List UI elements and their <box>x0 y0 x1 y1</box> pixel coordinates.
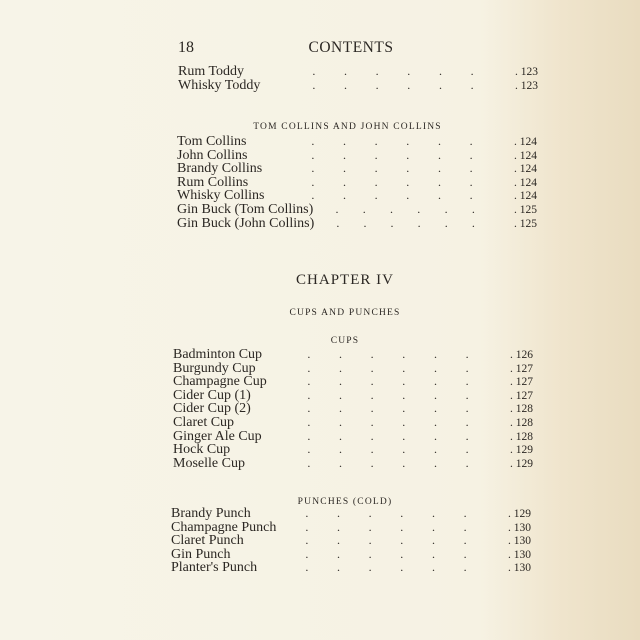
toc-entry <box>171 534 531 548</box>
dot-leader <box>314 217 493 231</box>
leader-dot: . <box>400 519 404 534</box>
entry-title: Gin Buck (Tom Collins) <box>177 201 314 217</box>
dot-leader <box>287 162 493 176</box>
leader-dot: . <box>407 64 411 78</box>
entry-title: Claret Cup <box>173 414 235 430</box>
entry-page-number: . 130 <box>508 548 531 561</box>
dot-leader <box>283 457 489 471</box>
leader-dot: . <box>465 347 469 361</box>
entry-page-number: . 124 <box>514 190 537 203</box>
leader-dot: . <box>307 428 311 443</box>
entry-page-number: . 129 <box>508 508 531 520</box>
section-heading-cups: CUPS <box>330 336 360 346</box>
running-title: CONTENTS <box>308 39 394 56</box>
leader-dot: . <box>402 360 406 375</box>
toc-list-collins <box>177 135 537 230</box>
toc-entry <box>173 416 533 430</box>
leader-dot: . <box>368 560 372 575</box>
dot-leader <box>281 561 487 575</box>
section-heading-punches: PUNCHES (COLD) <box>297 497 393 507</box>
leader-dot: . <box>406 174 410 189</box>
leader-dot: . <box>465 360 469 375</box>
leader-dot: . <box>402 387 406 402</box>
entry-page-number: . 125 <box>514 217 537 230</box>
leader-dot: . <box>465 428 469 443</box>
leader-dot: . <box>338 414 342 429</box>
leader-dot: . <box>307 442 311 457</box>
entry-title: Claret Punch <box>171 533 244 549</box>
leader-dot: . <box>463 546 467 561</box>
leader-dot: . <box>370 374 374 389</box>
entry-page-number: . 128 <box>510 403 533 416</box>
dot-leader <box>281 521 487 535</box>
leader-dot: . <box>471 201 475 216</box>
entry-title: Brandy Collins <box>177 161 263 177</box>
entry-page-number: . 128 <box>510 416 533 429</box>
leader-dot: . <box>336 506 340 520</box>
leader-dot: . <box>370 360 374 375</box>
toc-entry <box>173 402 533 416</box>
leader-dot: . <box>465 414 469 429</box>
entry-title: Champagne Cup <box>173 374 267 390</box>
leader-dot: . <box>433 387 437 402</box>
dot-leader <box>287 176 493 190</box>
dot-leader <box>288 65 494 79</box>
leader-dot: . <box>406 188 410 203</box>
leader-dot: . <box>336 215 340 230</box>
toc-entry <box>177 176 537 190</box>
entry-page-number: . 124 <box>514 163 537 176</box>
entry-title: Rum Toddy <box>178 64 245 79</box>
leader-dot: . <box>406 161 410 176</box>
leader-dot: . <box>336 533 340 548</box>
leader-dot: . <box>305 519 309 534</box>
leader-dot: . <box>307 347 311 361</box>
entry-page-number: . 127 <box>510 362 533 375</box>
leader-dot: . <box>406 147 410 162</box>
leader-dot: . <box>342 134 346 148</box>
dot-leader <box>283 443 489 457</box>
entry-page-number: . 125 <box>514 203 537 216</box>
leader-dot: . <box>311 174 315 189</box>
leader-dot: . <box>305 506 309 520</box>
chapter-title: CUPS AND PUNCHES <box>289 308 401 318</box>
leader-dot: . <box>433 414 437 429</box>
entry-title: Badminton Cup <box>173 347 263 362</box>
leader-dot: . <box>375 77 379 92</box>
leader-dot: . <box>402 401 406 416</box>
leader-dot: . <box>417 201 421 216</box>
toc-list-punches <box>171 507 531 575</box>
entry-title: Gin Buck (John Collins) <box>177 215 315 231</box>
entry-page-number: . 129 <box>510 444 533 457</box>
leader-dot: . <box>370 414 374 429</box>
dot-leader <box>313 203 493 217</box>
leader-dot: . <box>362 201 366 216</box>
leader-dot: . <box>368 506 372 520</box>
dot-leader <box>283 348 489 362</box>
toc-entry <box>178 79 538 93</box>
leader-dot: . <box>402 455 406 470</box>
leader-dot: . <box>437 147 441 162</box>
entry-title: Ginger Ale Cup <box>173 428 262 444</box>
entry-title: Burgundy Cup <box>173 360 256 376</box>
leader-dot: . <box>374 161 378 176</box>
leader-dot: . <box>437 134 441 148</box>
dot-leader <box>283 430 489 444</box>
entry-title: John Collins <box>177 147 248 163</box>
toc-entry <box>178 65 538 79</box>
dot-leader <box>287 189 493 203</box>
entry-title: Cider Cup (2) <box>173 401 251 417</box>
leader-dot: . <box>431 533 435 548</box>
leader-dot: . <box>375 64 379 78</box>
toc-entry <box>173 430 533 444</box>
dot-leader <box>283 416 489 430</box>
entry-page-number: . 130 <box>508 562 531 575</box>
chapter-label: CHAPTER IV <box>296 272 394 288</box>
leader-dot: . <box>469 161 473 176</box>
leader-dot: . <box>469 188 473 203</box>
entry-page-number: . 123 <box>515 66 538 78</box>
leader-dot: . <box>338 428 342 443</box>
toc-entry <box>177 149 537 163</box>
leader-dot: . <box>433 455 437 470</box>
leader-dot: . <box>463 560 467 575</box>
leader-dot: . <box>433 428 437 443</box>
entry-title: Brandy Punch <box>171 506 251 521</box>
leader-dot: . <box>338 360 342 375</box>
leader-dot: . <box>374 188 378 203</box>
dot-leader <box>281 534 487 548</box>
leader-dot: . <box>368 546 372 561</box>
dot-leader <box>283 389 489 403</box>
entry-title: Rum Collins <box>177 174 249 190</box>
toc-entry <box>177 189 537 203</box>
leader-dot: . <box>463 519 467 534</box>
entry-title: Moselle Cup <box>173 455 245 471</box>
leader-dot: . <box>437 174 441 189</box>
toc-entry <box>171 507 531 521</box>
leader-dot: . <box>335 201 339 216</box>
leader-dot: . <box>465 455 469 470</box>
leader-dot: . <box>402 442 406 457</box>
leader-dot: . <box>431 519 435 534</box>
section-heading-collins: TOM COLLINS AND JOHN COLLINS <box>253 122 442 132</box>
toc-entry <box>173 362 533 376</box>
toc-entry <box>177 162 537 176</box>
leader-dot: . <box>338 442 342 457</box>
leader-dot: . <box>433 347 437 361</box>
leader-dot: . <box>431 560 435 575</box>
entry-page-number: . 130 <box>508 521 531 534</box>
leader-dot: . <box>368 519 372 534</box>
leader-dot: . <box>437 161 441 176</box>
leader-dot: . <box>374 134 378 148</box>
leader-dot: . <box>463 506 467 520</box>
leader-dot: . <box>370 401 374 416</box>
leader-dot: . <box>390 215 394 230</box>
leader-dot: . <box>342 147 346 162</box>
dot-leader <box>283 402 489 416</box>
leader-dot: . <box>438 64 442 78</box>
leader-dot: . <box>438 77 442 92</box>
entry-page-number: . 124 <box>514 149 537 162</box>
entry-title: Whisky Collins <box>177 188 265 204</box>
leader-dot: . <box>400 533 404 548</box>
entry-page-number: . 127 <box>510 376 533 389</box>
leader-dot: . <box>311 147 315 162</box>
entry-title: Champagne Punch <box>171 519 277 535</box>
leader-dot: . <box>338 374 342 389</box>
entry-page-number: . 126 <box>510 349 533 361</box>
leader-dot: . <box>312 77 316 92</box>
toc-list-cups <box>173 348 533 470</box>
leader-dot: . <box>469 174 473 189</box>
entry-title: Tom Collins <box>177 134 247 149</box>
leader-dot: . <box>343 77 347 92</box>
toc-entry <box>177 217 537 231</box>
leader-dot: . <box>305 546 309 561</box>
leader-dot: . <box>338 387 342 402</box>
leader-dot: . <box>470 64 474 78</box>
leader-dot: . <box>370 347 374 361</box>
leader-dot: . <box>407 77 411 92</box>
leader-dot: . <box>307 387 311 402</box>
leader-dot: . <box>431 506 435 520</box>
leader-dot: . <box>390 201 393 216</box>
leader-dot: . <box>465 401 469 416</box>
toc-entry <box>173 375 533 389</box>
toc-entry <box>171 548 531 562</box>
leader-dot: . <box>431 546 435 561</box>
entry-page-number: . 123 <box>515 79 538 92</box>
leader-dot: . <box>374 174 378 189</box>
toc-entry <box>173 389 533 403</box>
leader-dot: . <box>342 161 346 176</box>
leader-dot: . <box>338 347 342 361</box>
leader-dot: . <box>305 533 309 548</box>
leader-dot: . <box>370 442 374 457</box>
leader-dot: . <box>402 374 406 389</box>
entry-title: Gin Punch <box>171 546 231 562</box>
leader-dot: . <box>307 401 311 416</box>
leader-dot: . <box>305 560 309 575</box>
leader-dot: . <box>307 455 311 470</box>
entry-page-number: . 127 <box>510 389 533 402</box>
leader-dot: . <box>406 134 410 148</box>
leader-dot: . <box>402 428 406 443</box>
leader-dot: . <box>433 374 437 389</box>
toc-entry <box>177 135 537 149</box>
leader-dot: . <box>400 506 404 520</box>
dot-leader <box>287 135 493 149</box>
leader-dot: . <box>402 414 406 429</box>
dot-leader <box>288 79 494 93</box>
leader-dot: . <box>469 147 473 162</box>
leader-dot: . <box>465 442 469 457</box>
leader-dot: . <box>311 188 315 203</box>
leader-dot: . <box>342 188 346 203</box>
leader-dot: . <box>338 401 342 416</box>
toc-entry <box>173 457 533 471</box>
leader-dot: . <box>336 546 340 561</box>
leader-dot: . <box>368 533 372 548</box>
leader-dot: . <box>307 374 311 389</box>
entry-page-number: . 129 <box>510 457 533 470</box>
dot-leader <box>281 507 487 521</box>
leader-dot: . <box>312 64 316 78</box>
leader-dot: . <box>463 533 467 548</box>
entry-page-number: . 128 <box>510 430 533 443</box>
toc-list-toddies <box>178 65 538 92</box>
dot-leader <box>287 149 493 163</box>
leader-dot: . <box>433 360 437 375</box>
toc-entry <box>177 203 537 217</box>
leader-dot: . <box>465 387 469 402</box>
leader-dot: . <box>433 401 437 416</box>
page-number: 18 <box>178 39 194 56</box>
leader-dot: . <box>307 414 311 429</box>
entry-page-number: . 124 <box>514 176 537 189</box>
entry-title: Hock Cup <box>173 442 231 458</box>
leader-dot: . <box>417 215 421 230</box>
leader-dot: . <box>471 215 475 230</box>
leader-dot: . <box>465 374 469 389</box>
leader-dot: . <box>311 134 315 148</box>
toc-entry <box>173 443 533 457</box>
leader-dot: . <box>469 134 473 148</box>
dot-leader <box>281 548 487 562</box>
leader-dot: . <box>338 455 342 470</box>
leader-dot: . <box>437 188 441 203</box>
leader-dot: . <box>336 560 340 575</box>
leader-dot: . <box>307 360 311 375</box>
entry-page-number: . 130 <box>508 535 531 548</box>
leader-dot: . <box>370 428 374 443</box>
leader-dot: . <box>311 161 315 176</box>
toc-entry <box>171 521 531 535</box>
leader-dot: . <box>374 147 378 162</box>
leader-dot: . <box>370 455 374 470</box>
entry-title: Planter's Punch <box>171 560 258 576</box>
entry-title: Cider Cup (1) <box>173 387 251 403</box>
entry-page-number: . 124 <box>514 136 537 148</box>
leader-dot: . <box>400 560 404 575</box>
leader-dot: . <box>444 201 448 216</box>
leader-dot: . <box>470 77 474 92</box>
leader-dot: . <box>342 174 346 189</box>
dot-leader <box>283 375 489 389</box>
toc-entry <box>173 348 533 362</box>
toc-entry <box>171 561 531 575</box>
leader-dot: . <box>336 519 340 534</box>
leader-dot: . <box>433 442 437 457</box>
leader-dot: . <box>363 215 367 230</box>
entry-title: Whisky Toddy <box>178 77 261 93</box>
leader-dot: . <box>343 64 347 78</box>
leader-dot: . <box>370 387 374 402</box>
leader-dot: . <box>400 546 404 561</box>
leader-dot: . <box>402 347 406 361</box>
leader-dot: . <box>444 215 448 230</box>
dot-leader <box>283 362 489 376</box>
